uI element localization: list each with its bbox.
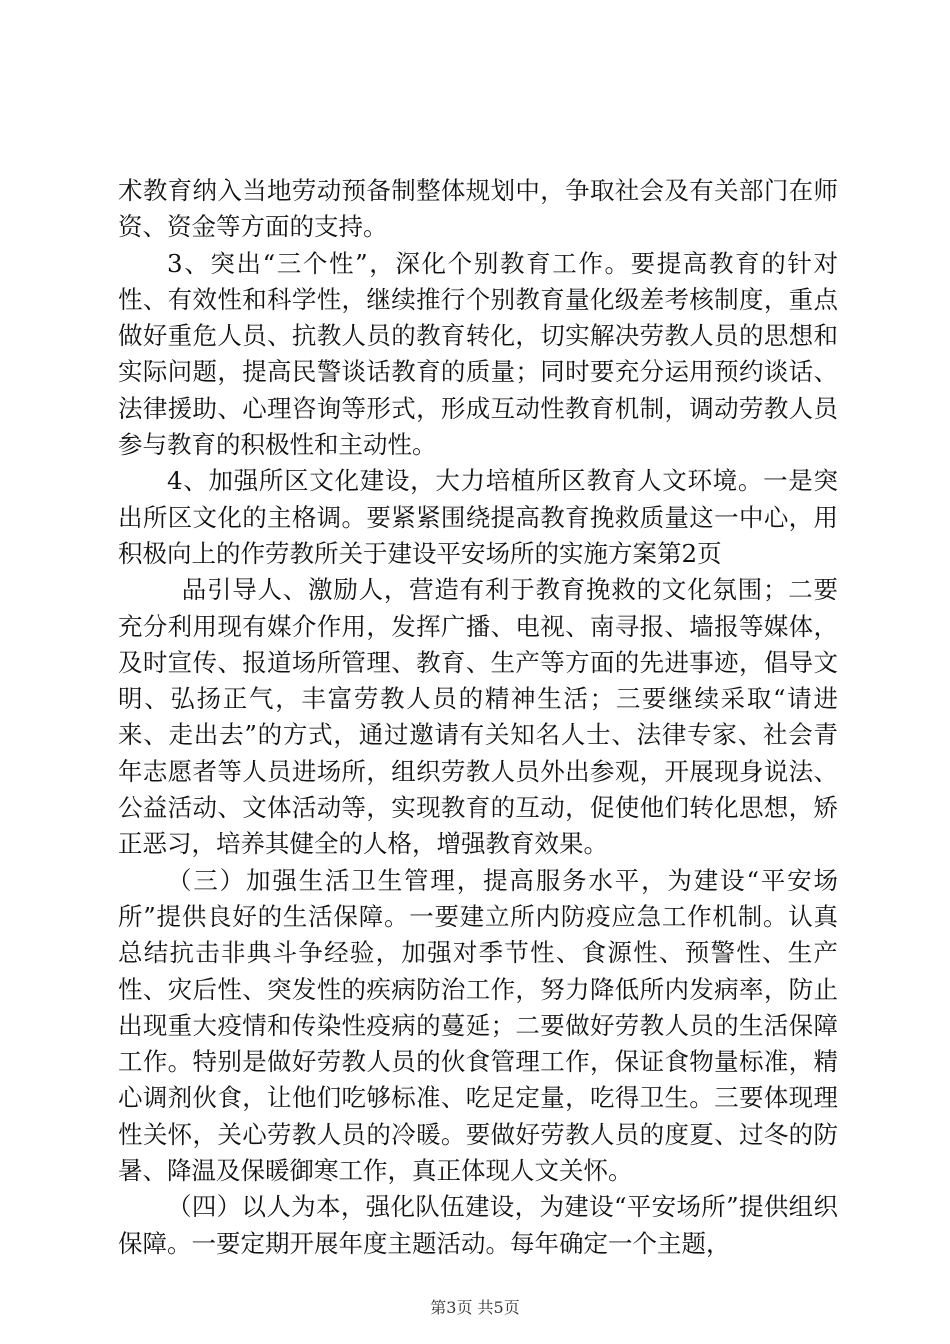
page-number-footer: 第3页 共5页	[430, 1298, 520, 1317]
paragraph-continuation: 术教育纳入当地劳动预备制整体规划中，争取社会及有关部门在师资、资金等方面的支持。	[118, 176, 838, 242]
paragraph-section-4: 4、加强所区文化建设，大力培植所区教育人文环境。一是突出所区文化的主格调。要紧紧围绕提高教育挽救质量这一中心，用积极向上的作劳教所关于建设平安场所的实施方案第2页	[118, 466, 838, 568]
paragraph-culture-measures: 品引导人、激励人，营造有利于教育挽救的文化氛围；二要充分利用现有媒介作用，发挥广播、电视、南寻报、墙报等媒体，及时宣传、报道场所管理、教育、生产等方面的先进事迹，倡导文明、弘扬正气，丰富劳教人员的精神生活；三要继续采取“请进来、走出去”的方式，通过邀请有关知名人士、法律专家、社会青年志愿者等人员进场所，组织劳教人员外出参观，开展现身说法、公益活动、文体活动等，实现教育的互动，促使他们转化思想，矫正恶习，培养其健全的人格，增强教育效果。	[118, 575, 838, 859]
paragraph-team-building: （四）以人为本，强化队伍建设，为建设“平安场所”提供组织保障。一要定期开展年度主题活动。每年确定一个主题，	[118, 1192, 838, 1258]
paragraph-living-hygiene: （三）加强生活卫生管理，提高服务水平，为建设“平安场所”提供良好的生活保障。一要建立所内防疫应急工作机制。认真总结抗击非典斗争经验，加强对季节性、食源性、预警性、生产性、灾后性、突发性的疾病防治工作，努力降低所内发病率，防止出现重大疫情和传染性疫病的蔓延；二要做好劳教人员的生活保障工作。特别是做好劳教人员的伙食管理工作，保证食物量标准，精心调剂伙食，让他们吃够标准、吃足定量，吃得卫生。三要体现理性关怀，关心劳教人员的冷暖。要做好劳教人员的度夏、过冬的防暑、降温及保暖御寒工作，真正体现人文关怀。	[118, 865, 838, 1186]
paragraph-section-3: 3、突出“三个性”，深化个别教育工作。要提高教育的针对性、有效性和科学性，继续推行个别教育量化级差考核制度，重点做好重危人员、抗教人员的教育转化，切实解决劳教人员的思想和实际问题，提高民警谈话教育的质量；同时要充分运用预约谈话、法律援助、心理咨询等形式，形成互动性教育机制，调动劳教人员参与教育的积极性和主动性。	[118, 248, 838, 460]
document-body	[118, 173, 838, 1262]
